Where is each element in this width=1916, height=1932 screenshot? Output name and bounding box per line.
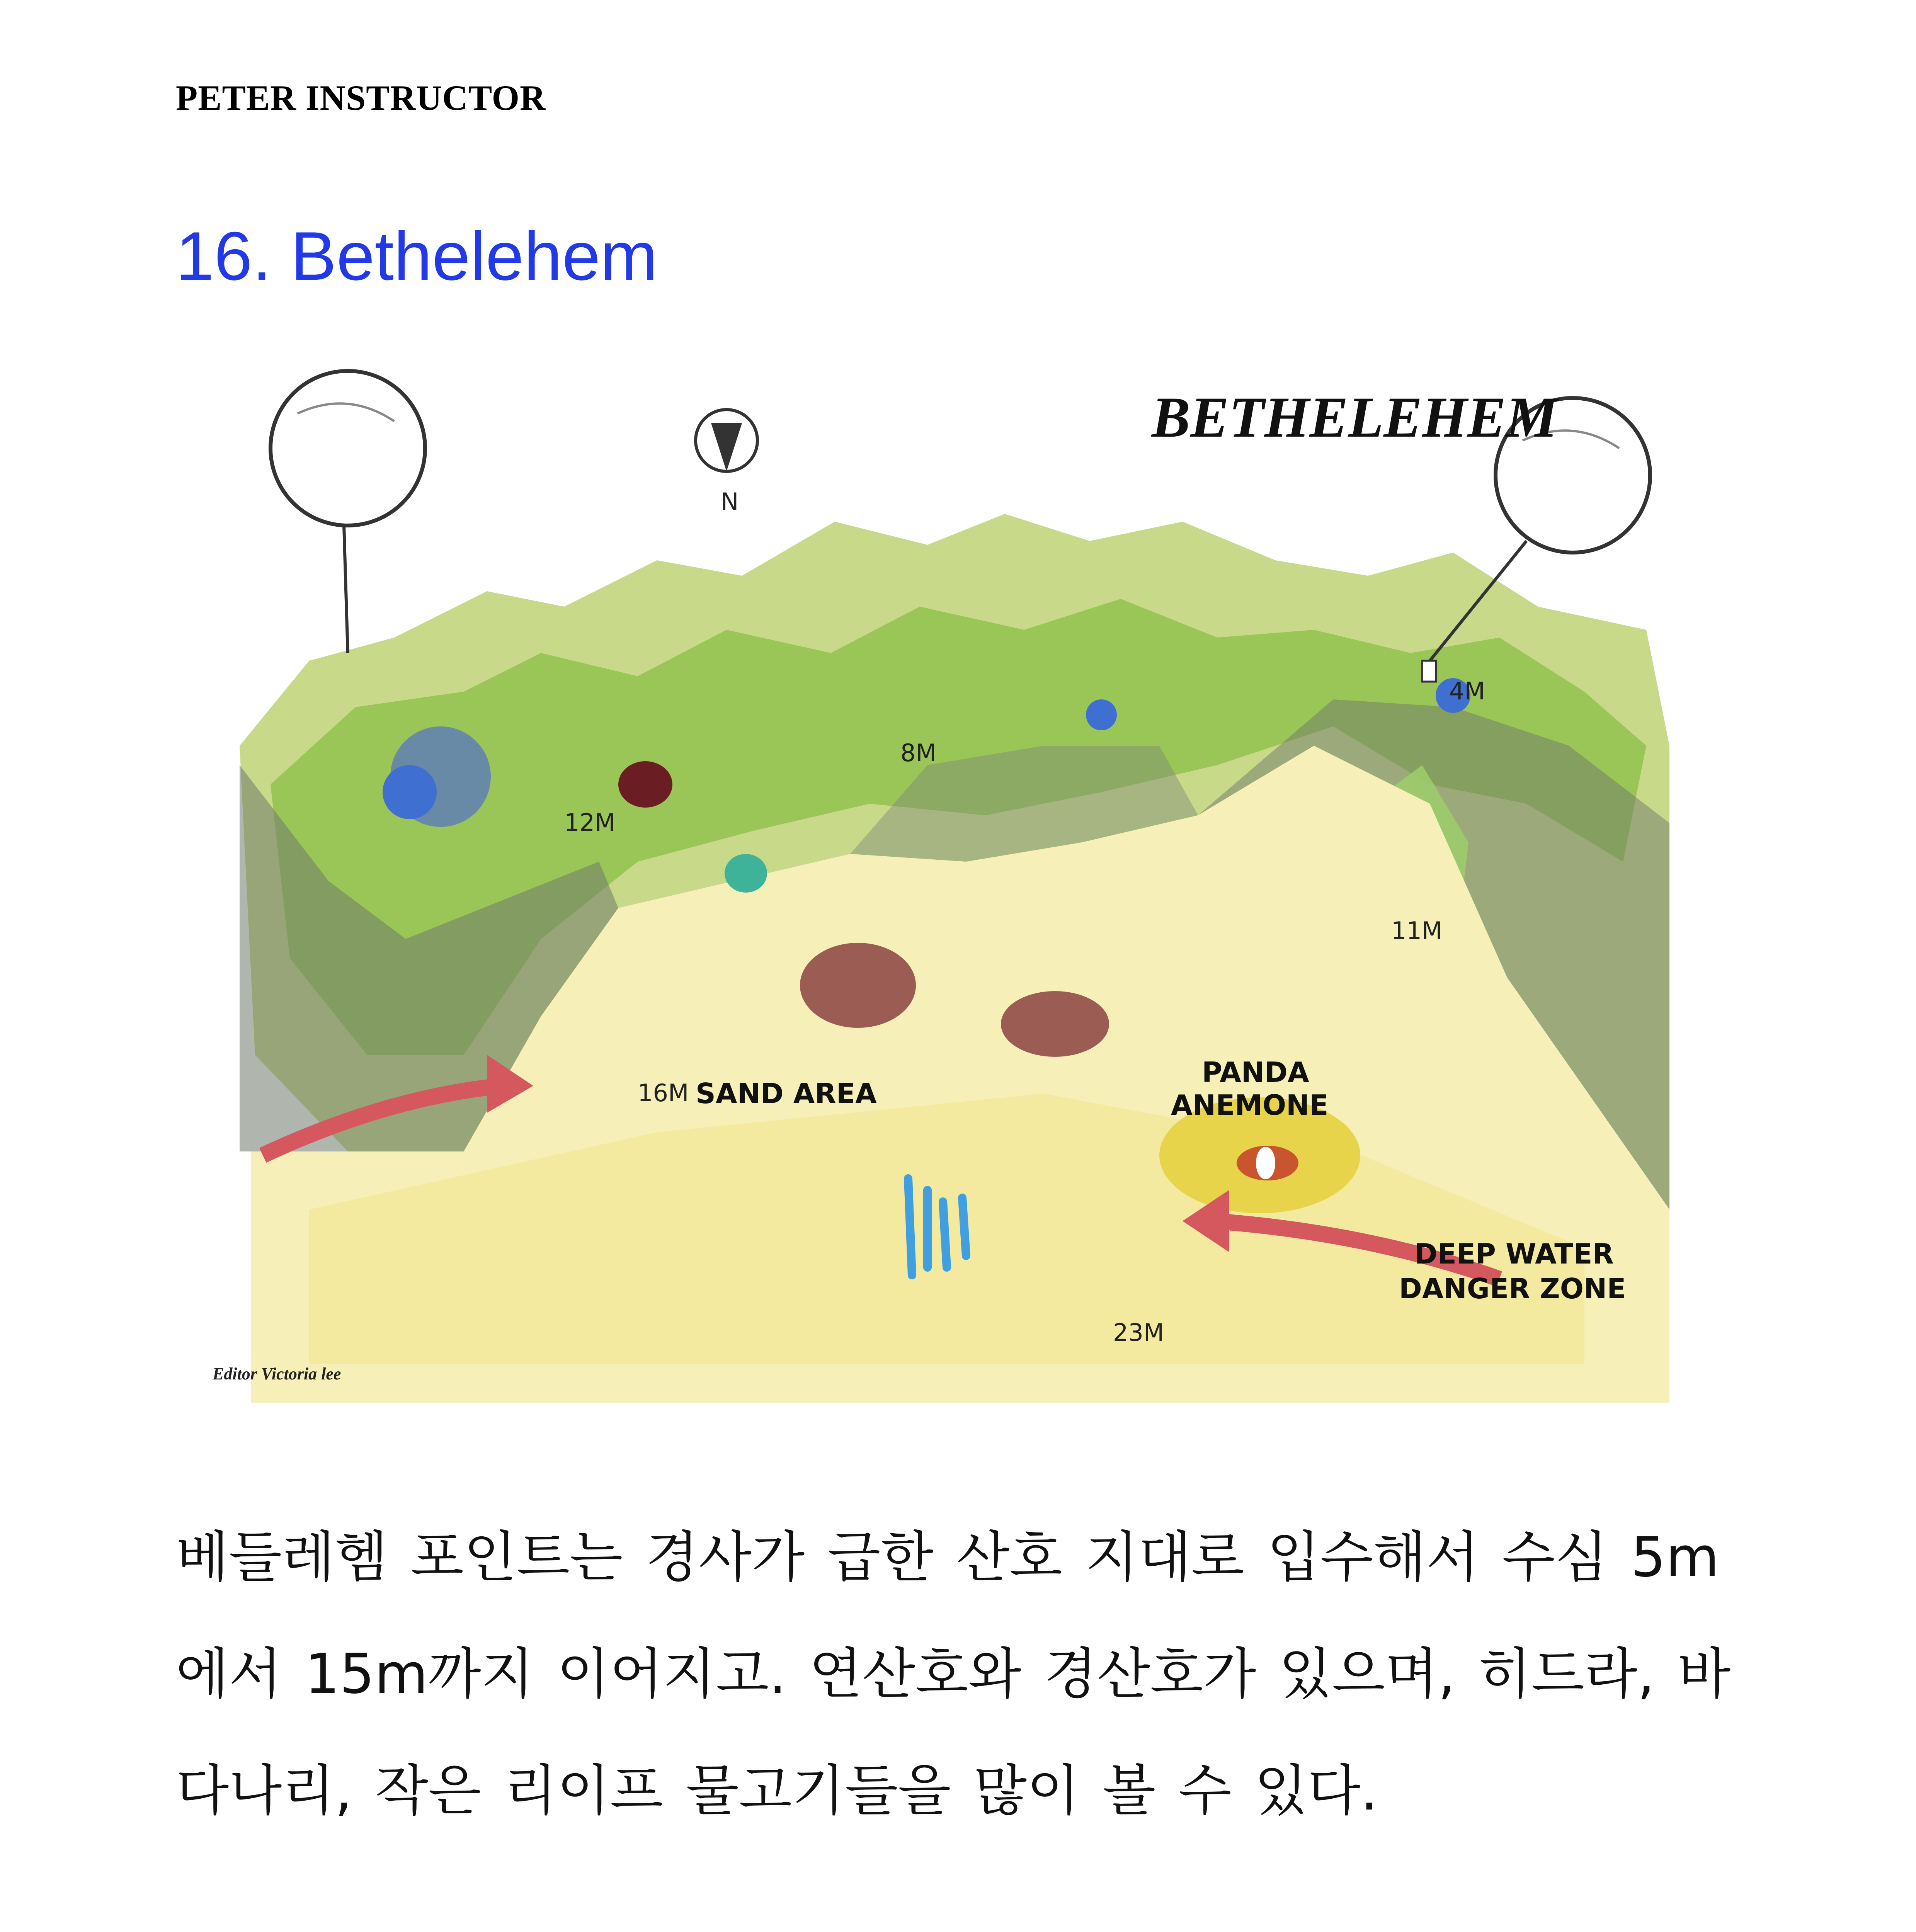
depth-label-4m: 4M	[1449, 677, 1485, 705]
page-title: 16. Bethelehem	[176, 218, 658, 294]
map-credit: Editor Victoria lee	[213, 1364, 341, 1383]
brown-rock-1	[800, 943, 916, 1028]
brown-rock-2	[1001, 991, 1109, 1057]
panda-anemone-label-1: PANDA	[1202, 1056, 1309, 1088]
compass-icon	[696, 410, 757, 471]
depth-label-8m: 8M	[900, 739, 936, 767]
deep-water-label-1: DEEP WATER	[1414, 1238, 1614, 1270]
compass-label: N	[721, 488, 739, 516]
deep-water-label-2: DANGER ZONE	[1399, 1272, 1626, 1305]
body-paragraph: 베들레헴 포인트는 경사가 급한 산호 지대로 입수해서 수심 5m에서 15m까지 이어지고. 연산호와 경산호가 있으며, 히드라, 바다나리, 작은 리이프 물고기들을 많이 볼 수 있다.	[176, 1526, 1731, 1823]
depth-label-16m: 16M	[638, 1079, 689, 1107]
sand-area-label: SAND AREA	[696, 1077, 877, 1110]
red-coral	[618, 761, 672, 808]
depth-label-11m: 11M	[1391, 917, 1443, 945]
running-header: PETER INSTRUCTOR	[176, 78, 546, 117]
map-heading: BETHELEHEM	[1152, 385, 1558, 449]
teal-rock	[725, 854, 767, 893]
depth-label-23m: 23M	[1113, 1318, 1164, 1347]
depth-label-12m: 12M	[564, 808, 616, 837]
panda-anemone-label-2: ANEMONE	[1171, 1089, 1329, 1121]
dive-site-illustration	[193, 359, 1693, 1410]
